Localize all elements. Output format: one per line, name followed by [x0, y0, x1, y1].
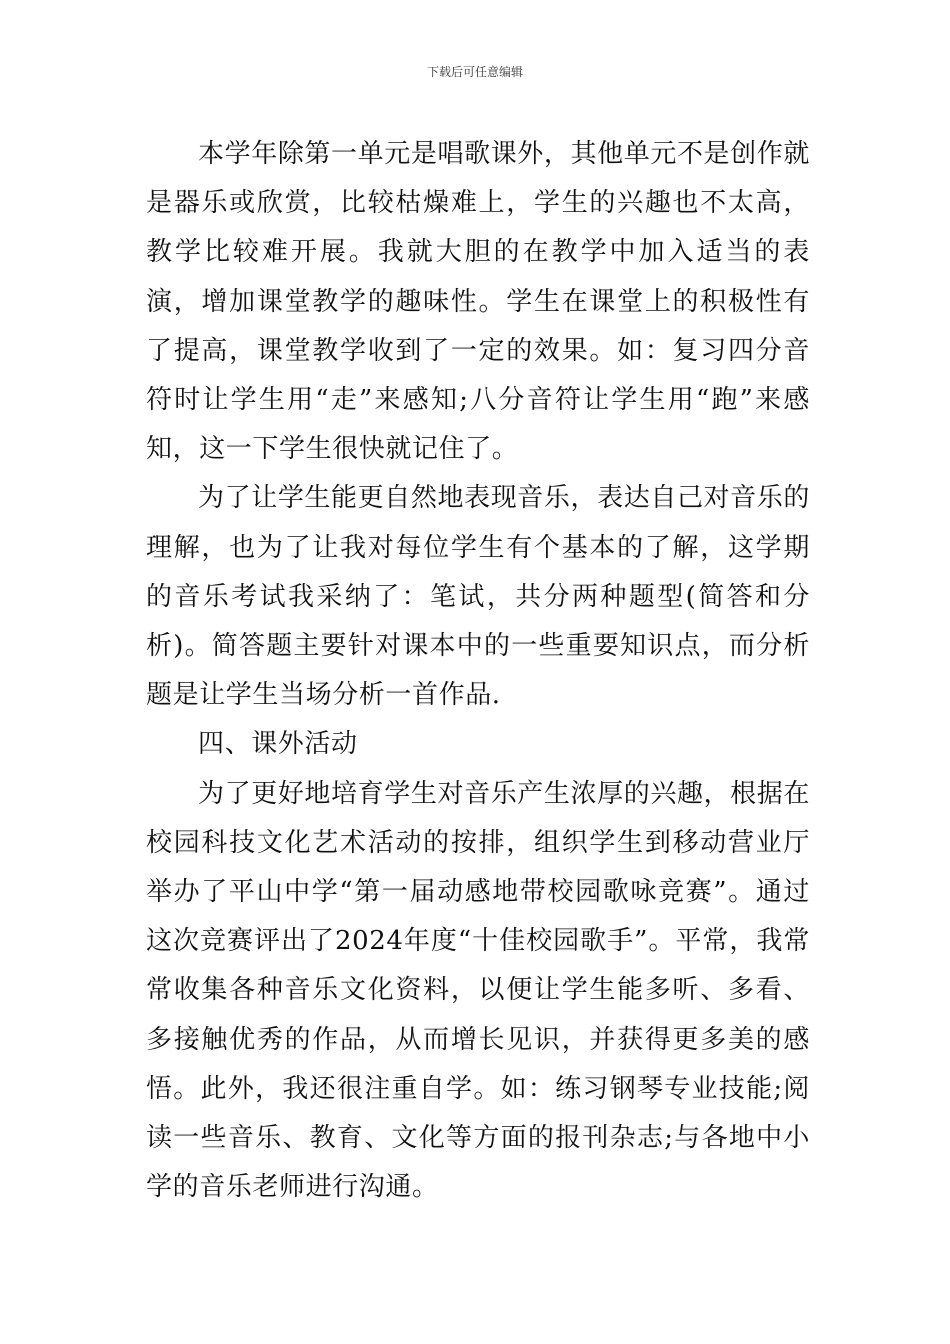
paragraph-exam: 为了让学生能更自然地表现音乐，表达自己对音乐的理解，也为了让我对每位学生有个基本的了解，这学期的音乐考试我采纳了：笔试，共分两种题型(简答和分析)。简答题主要针对课本中的一些重要知识点，而分析题是让学生当场分析一首作品.: [146, 483, 810, 711]
page-header: 下载后可任意编辑: [426, 65, 523, 79]
paragraph-activities: 为了更好地培育学生对音乐产生浓厚的兴趣，根据在校园科技文化艺术活动的按排，组织学生到移动营业厅举办了平山中学“第一届动感地带校园歌咏竞赛”。通过这次竞赛评出了2024年度“十佳校园歌手”。平常，我常常收集各种音乐文化资料，以便让学生能多听、多看、多接触优秀的作品，从而增长见识，并获得更多美的感悟。此外，我还很注重自学。如：练习钢琴专业技能;阅读一些音乐、教育、文化等方面的报刊杂志;与各地中小学的音乐老师进行沟通。: [146, 778, 810, 1203]
paragraph-teaching: 本学年除第一单元是唱歌课外，其他单元不是创作就是器乐或欣赏，比较枯燥难上，学生的兴趣也不太高，教学比较难开展。我就大胆的在教学中加入适当的表演，增加课堂教学的趣味性。学生在课堂上的积极性有了提高，课堂教学收到了一定的效果。如：复习四分音符时让学生用“走”来感知;八分音符让学生用“跑”来感知，这一下学生很快就记住了。: [146, 139, 810, 465]
section-heading-activities: 四、课外活动: [198, 729, 358, 760]
document-body: [146, 130, 810, 1212]
